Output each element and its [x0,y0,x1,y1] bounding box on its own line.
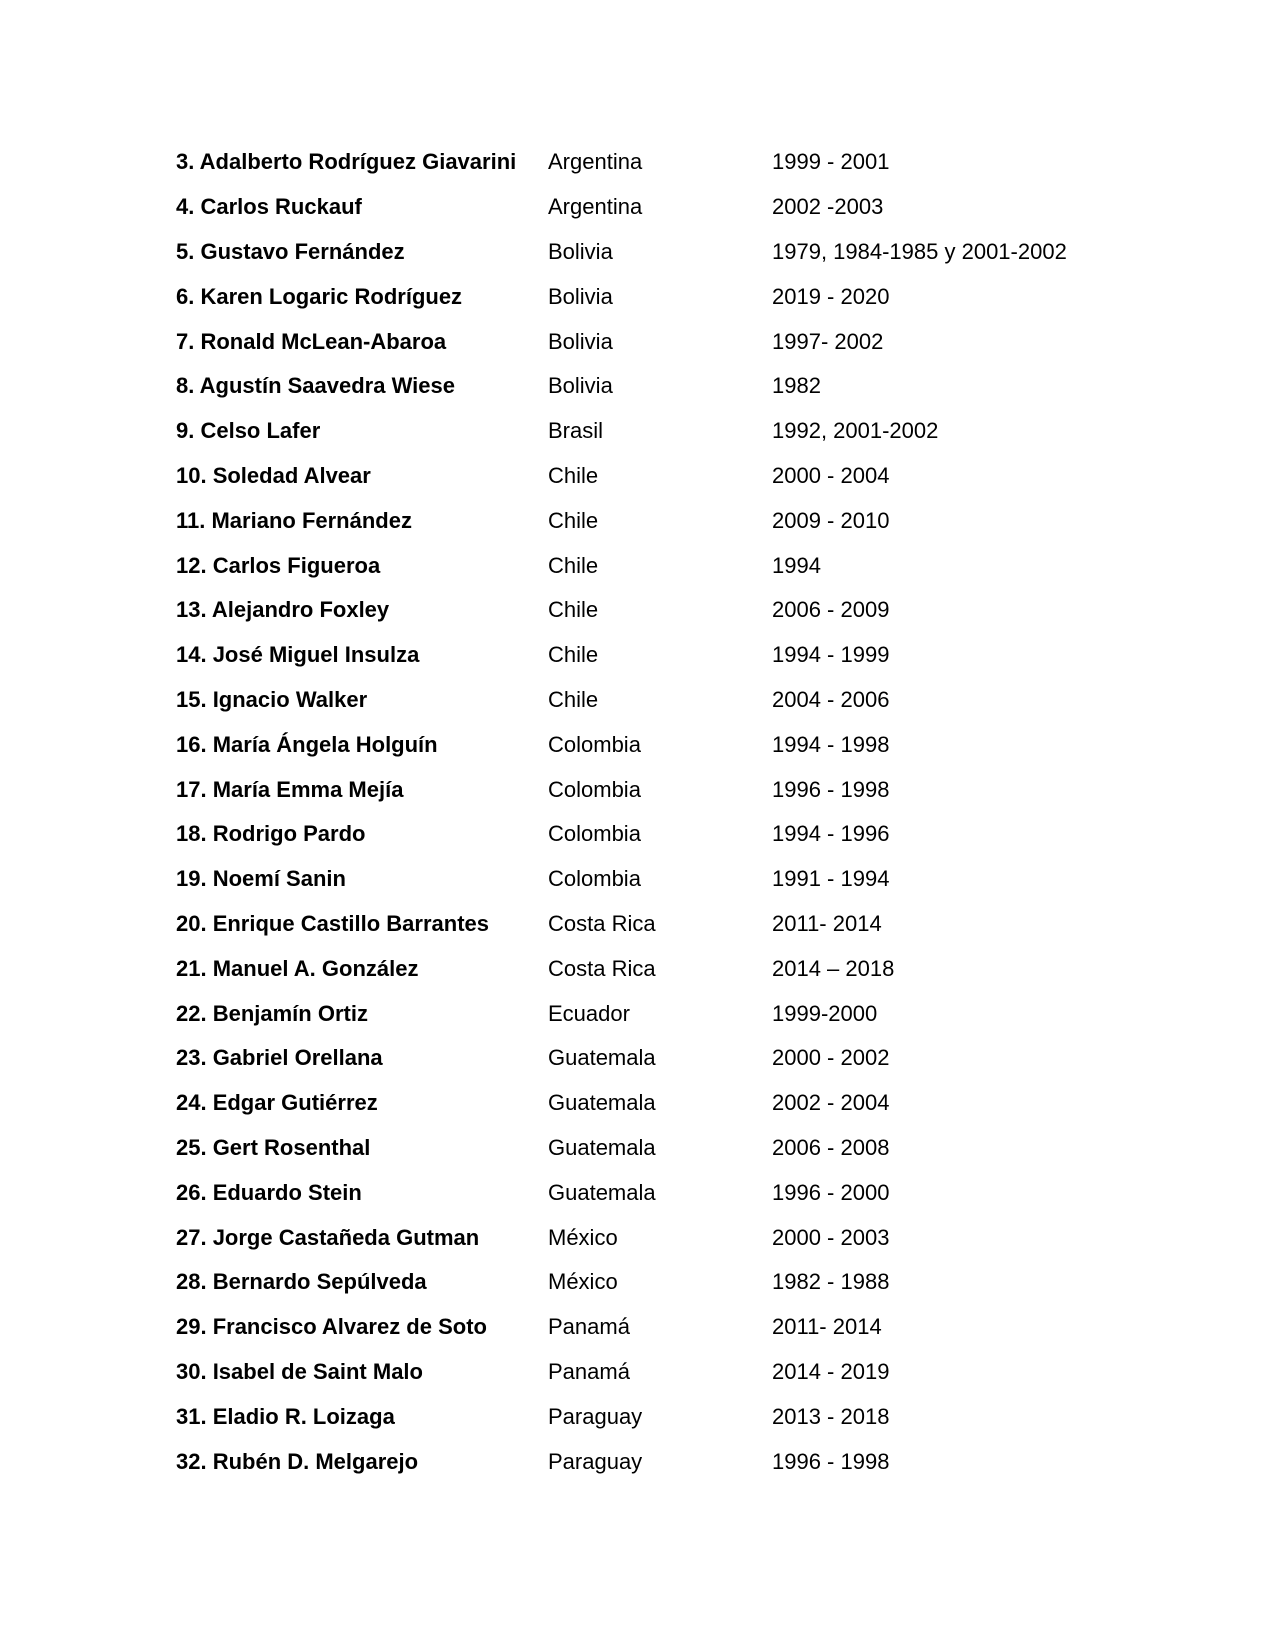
member-country: Brasil [548,418,604,444]
member-country: Colombia [548,731,641,757]
member-country: México [548,1224,618,1250]
member-years: 2000 - 2002 [772,1045,890,1071]
member-years: 2011- 2014 [772,1314,882,1340]
member-years: 1979, 1984-1985 y 2001-2002 [772,238,1067,264]
list-row [176,1170,1116,1215]
list-row [176,454,1116,499]
member-years: 2013 - 2018 [772,1403,890,1429]
member-country: Chile [548,462,599,488]
member-name: 31. Eladio R. Loizaga [176,1403,395,1429]
member-name: 5. Gustavo Fernández [176,238,405,264]
list-row [176,1260,1116,1305]
member-years: 1996 - 1998 [772,1448,890,1474]
member-name: 32. Rubén D. Melgarejo [176,1448,419,1474]
member-country: Paraguay [548,1448,643,1474]
list-row [176,812,1116,857]
list-row [176,498,1116,543]
member-country: Paraguay [548,1403,643,1429]
list-row [176,1305,1116,1350]
member-country: Bolivia [548,238,613,264]
member-name: 6. Karen Logaric Rodríguez [176,283,463,309]
list-row [176,857,1116,902]
member-name: 8. Agustín Saavedra Wiese [176,373,455,399]
member-years: 2006 - 2009 [772,597,890,623]
member-country: Panamá [548,1314,630,1340]
member-country: Chile [548,597,599,623]
member-name: 4. Carlos Ruckauf [176,194,362,220]
member-years: 1994 - 1996 [772,821,890,847]
member-country: Guatemala [548,1179,656,1205]
member-years: 2009 - 2010 [772,507,890,533]
member-country: Bolivia [548,328,613,354]
list-row [176,1081,1116,1126]
list-row [176,230,1116,275]
list-row [176,633,1116,678]
member-name: 18. Rodrigo Pardo [176,821,366,847]
member-country: Colombia [548,866,641,892]
list-row [176,409,1116,454]
member-country: Panamá [548,1358,630,1384]
list-row [176,1394,1116,1439]
list-row [176,991,1116,1036]
member-country: Guatemala [548,1045,656,1071]
member-country: México [548,1269,618,1295]
member-name: 29. Francisco Alvarez de Soto [176,1314,487,1340]
member-name: 26. Eduardo Stein [176,1179,362,1205]
member-name: 11. Mariano Fernández [176,507,412,533]
member-years: 2004 - 2006 [772,686,890,712]
member-years: 1999 - 2001 [772,149,890,175]
member-name: 19. Noemí Sanin [176,866,346,892]
member-years: 1996 - 2000 [772,1179,890,1205]
member-years: 1991 - 1994 [772,866,890,892]
list-row [176,1126,1116,1171]
member-country: Chile [548,686,599,712]
member-years: 1992, 2001-2002 [772,418,939,444]
member-country: Bolivia [548,283,613,309]
member-name: 7. Ronald McLean-Abaroa [176,328,447,354]
member-years: 1982 [772,373,821,399]
member-years: 1982 - 1988 [772,1269,890,1295]
list-row [176,319,1116,364]
list-row [176,588,1116,633]
member-name: 16. María Ángela Holguín [176,731,438,757]
list-row [176,364,1116,409]
list-row [176,185,1116,230]
member-name: 3. Adalberto Rodríguez Giavarini [176,149,517,175]
member-name: 14. José Miguel Insulza [176,642,420,668]
member-years: 1994 - 1998 [772,731,890,757]
member-years: 1994 [772,552,821,578]
member-years: 2014 – 2018 [772,955,895,981]
member-country: Chile [548,552,599,578]
member-years: 2002 -2003 [772,194,884,220]
member-country: Guatemala [548,1090,656,1116]
list-row [176,140,1116,185]
list-row [176,902,1116,947]
list-row [176,767,1116,812]
list-row [176,274,1116,319]
list-row [176,543,1116,588]
list-row [176,678,1116,723]
list-row [176,1036,1116,1081]
member-name: 25. Gert Rosenthal [176,1134,371,1160]
member-name: 20. Enrique Castillo Barrantes [176,910,489,936]
member-name: 24. Edgar Gutiérrez [176,1090,378,1116]
member-country: Chile [548,642,599,668]
member-name: 23. Gabriel Orellana [176,1045,383,1071]
member-country: Costa Rica [548,955,656,981]
member-name: 15. Ignacio Walker [176,686,368,712]
member-name: 30. Isabel de Saint Malo [176,1358,423,1384]
member-name: 17. María Emma Mejía [176,776,404,802]
list-row [176,1215,1116,1260]
member-name: 21. Manuel A. González [176,955,419,981]
member-country: Guatemala [548,1134,656,1160]
member-years: 1996 - 1998 [772,776,890,802]
member-name: 28. Bernardo Sepúlveda [176,1269,427,1295]
member-country: Argentina [548,149,643,175]
member-years: 1994 - 1999 [772,642,890,668]
member-name: 12. Carlos Figueroa [176,552,381,578]
member-name: 10. Soledad Alvear [176,462,371,488]
member-years: 2000 - 2004 [772,462,890,488]
member-country: Colombia [548,776,641,802]
member-country: Costa Rica [548,910,656,936]
member-name: 27. Jorge Castañeda Gutman [176,1224,480,1250]
member-list [176,140,1116,1484]
list-row [176,1439,1116,1484]
member-years: 2014 - 2019 [772,1358,890,1384]
list-row [176,1350,1116,1395]
member-years: 2002 - 2004 [772,1090,890,1116]
member-years: 2011- 2014 [772,910,882,936]
member-years: 1997- 2002 [772,328,884,354]
member-country: Argentina [548,194,643,220]
member-country: Ecuador [548,1000,630,1026]
member-name: 22. Benjamín Ortiz [176,1000,368,1026]
member-years: 1999-2000 [772,1000,878,1026]
member-years: 2000 - 2003 [772,1224,890,1250]
member-country: Chile [548,507,599,533]
list-row [176,946,1116,991]
member-country: Colombia [548,821,641,847]
member-country: Bolivia [548,373,613,399]
list-row [176,722,1116,767]
member-years: 2019 - 2020 [772,283,890,309]
member-name: 13. Alejandro Foxley [176,597,390,623]
member-years: 2006 - 2008 [772,1134,890,1160]
member-name: 9. Celso Lafer [176,418,321,444]
